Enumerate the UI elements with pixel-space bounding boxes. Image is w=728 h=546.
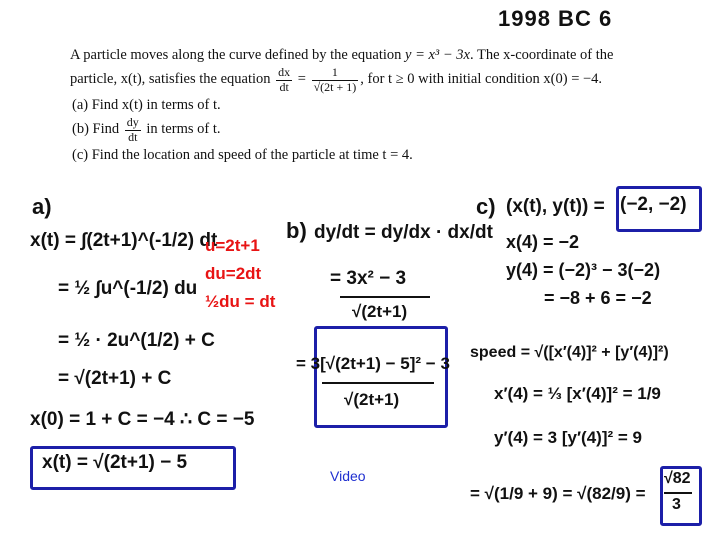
curve-equation: y = x³ − 3x <box>405 47 470 63</box>
answer-b-num: = 3[√(2t+1) − 5]² − 3 <box>296 354 450 373</box>
problem-tag: 1998 BC 6 <box>498 6 613 31</box>
solution-c-line4: = −8 + 6 = −2 <box>544 288 652 308</box>
solution-c-label: c) <box>476 194 496 219</box>
answer-c-speed-num: √82 <box>664 470 691 487</box>
solution-a-label: a) <box>32 194 52 219</box>
solution-c-line7: = √(1/9 + 9) = √(82/9) = <box>470 484 646 503</box>
solution-c-line5: x′(4) = ⅓ [x′(4)]² = 1/9 <box>494 384 661 403</box>
answer-c-point: (−2, −2) <box>620 194 687 215</box>
solution-a-line3: = ½ · 2u^(1/2) + C <box>58 330 215 351</box>
problem-intro: A particle moves along the curve defined by the equation y = x³ − 3x. The x-coordinate of the particle, x(t), satisfies the equation $\frac{dx}{dt}$ = $\frac{1}{√(2t + 1)}$ , for t ≥ 0 with initial condition x(0) = −4. <box>70 47 614 94</box>
substitution-du: du=2dt <box>205 264 262 283</box>
solution-a-line1: x(t) = ∫(2t+1)^(-1/2) dt <box>30 230 218 251</box>
video-link[interactable]: Video <box>330 468 366 484</box>
solution-c-line2: x(4) = −2 <box>506 232 580 252</box>
solution-b-line1: dy/dt = dy/dx · dx/dt <box>314 222 493 243</box>
dxdt-fraction: $\frac{dx}{dt}$ <box>278 65 291 94</box>
solution-a-line2: = ½ ∫u^(-1/2) du <box>58 278 198 299</box>
solution-a-line5: x(0) = 1 + C = −4 ∴ C = −5 <box>30 409 255 430</box>
answer-a: x(t) = √(2t+1) − 5 <box>42 452 188 473</box>
substitution-dt: ½du = dt <box>205 292 276 311</box>
part-b: (b) Find $\frac{dy}{dt}$ in terms of t. <box>72 115 221 144</box>
solution-b-label: b) <box>286 218 307 243</box>
solution-b-fraction-bar <box>340 296 430 298</box>
answer-b-box <box>314 326 448 428</box>
answer-c-speed-den: 3 <box>672 496 681 513</box>
solution-b-line2-den: √(2t+1) <box>352 302 408 321</box>
answer-b-fraction-bar <box>322 382 434 384</box>
solution-c-line1: (x(t), y(t)) = <box>506 196 605 217</box>
speed-formula: speed = √([x′(4)]² + [y′(4)]²) <box>470 344 669 361</box>
solution-c-line3: y(4) = (−2)³ − 3(−2) <box>506 260 661 280</box>
problem-statement <box>70 44 650 166</box>
answer-c-speed-bar <box>664 492 692 494</box>
part-c: (c) Find the location and speed of the particle at time t = 4. <box>72 146 413 163</box>
solution-a-line4: = √(2t+1) + C <box>58 368 172 389</box>
rhs-fraction: $\frac{1}{√(2t + 1)}$ <box>313 65 357 94</box>
substitution-u: u=2t+1 <box>205 236 260 255</box>
answer-b-den: √(2t+1) <box>344 390 400 409</box>
part-a: (a) Find x(t) in terms of t. <box>72 96 221 113</box>
solution-c-line6: y′(4) = 3 [y′(4)]² = 9 <box>494 428 642 447</box>
solution-b-line2-num: = 3x² − 3 <box>330 268 407 289</box>
